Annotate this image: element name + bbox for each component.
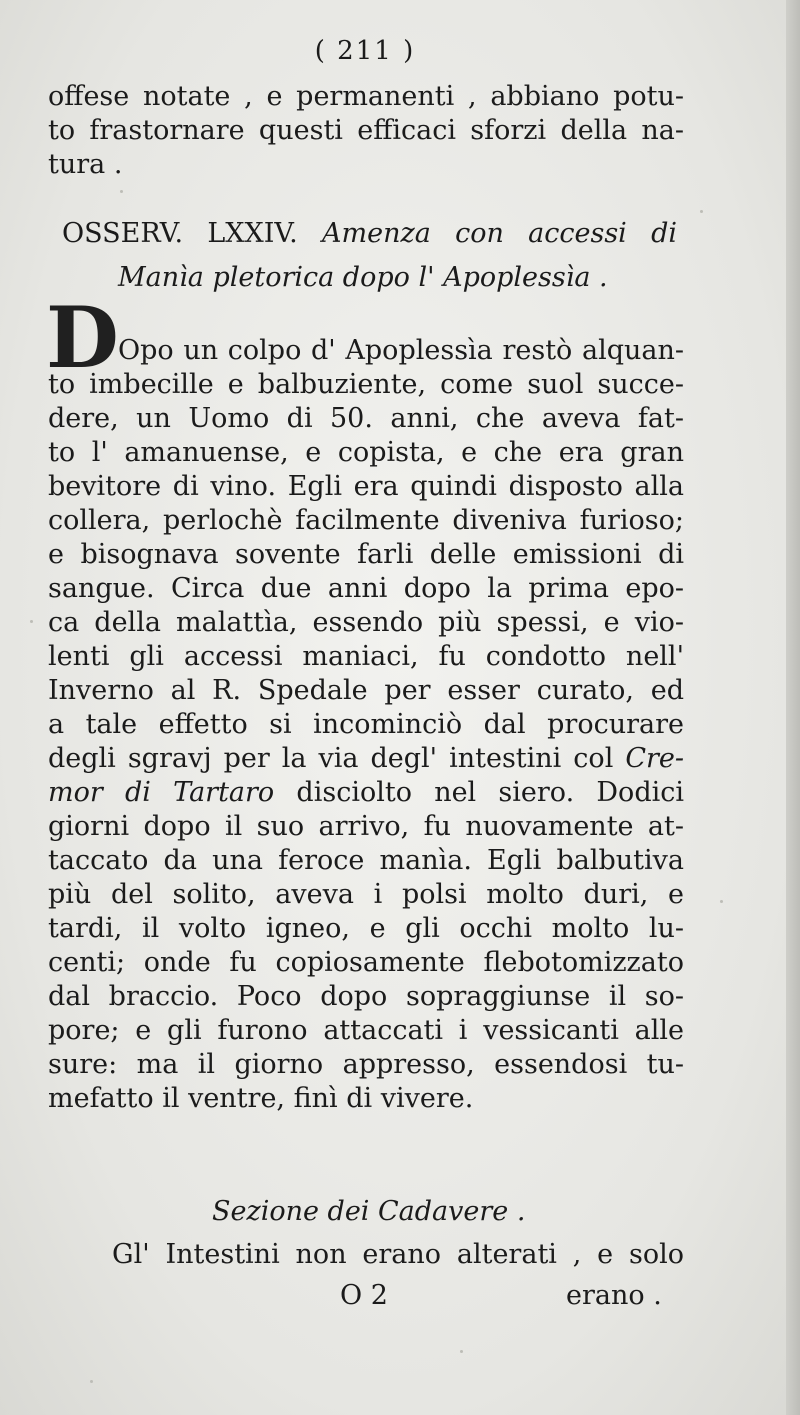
paper-speck bbox=[700, 210, 703, 213]
body-line: taccato da una feroce manìa. Egli balbutiva bbox=[48, 845, 684, 876]
body-line: sangue. Circa due anni dopo la prima epo- bbox=[48, 573, 684, 604]
body-line: più del solito, aveva i polsi molto duri, e bbox=[48, 879, 684, 910]
observation-title-part2: Manìa pletorica dopo l' Apoplessìa . bbox=[118, 262, 608, 293]
paper-speck bbox=[90, 1380, 93, 1383]
paper-speck bbox=[460, 1350, 463, 1353]
paper-speck bbox=[30, 620, 33, 623]
body-line: tardi, il volto igneo, e gli occhi molto lu- bbox=[48, 913, 684, 944]
body-line: collera, perlochè facilmente diveniva furioso; bbox=[48, 505, 684, 536]
intro-line-3: tura . bbox=[48, 149, 123, 180]
intro-line-2: to frastornare questi efficaci sforzi della na- bbox=[48, 115, 684, 146]
body-line bbox=[48, 776, 684, 810]
body-line: Inverno al R. Spedale per esser curato, ed bbox=[48, 675, 684, 706]
body-line: a tale effetto si incominciò dal procurare bbox=[48, 709, 684, 740]
page-edge-shadow bbox=[786, 0, 800, 1415]
observation-heading bbox=[62, 218, 677, 249]
body-line bbox=[48, 742, 684, 776]
paper-speck bbox=[120, 190, 123, 193]
catchword: erano . bbox=[566, 1280, 662, 1311]
drop-cap-letter: D bbox=[46, 288, 119, 387]
body-line: dal braccio. Poco dopo sopraggiunse il so- bbox=[48, 981, 684, 1012]
body-line: to imbecille e balbuziente, come suol succe- bbox=[48, 369, 684, 400]
body-line: mefatto il ventre, finì di vivere. bbox=[48, 1083, 474, 1114]
page-number: ( 211 ) bbox=[314, 36, 416, 66]
body-line: sure: ma il giorno appresso, essendosi tu- bbox=[48, 1049, 684, 1080]
body-line: giorni dopo il suo arrivo, fu nuovamente at- bbox=[48, 811, 684, 842]
body-line: pore; e gli furono attaccati i vessicanti alle bbox=[48, 1015, 684, 1046]
final-line: Gl' Intestini non erano alterati , e solo bbox=[112, 1239, 684, 1270]
signature-mark: O 2 bbox=[340, 1280, 388, 1311]
body-line: bevitore di vino. Egli era quindi disposto alla bbox=[48, 471, 684, 502]
body-line: lenti gli accessi maniaci, fu condotto nell' bbox=[48, 641, 684, 672]
body-line: to l' amanuense, e copista, e che era gran bbox=[48, 437, 684, 468]
body-line: e bisognava sovente farli delle emissioni di bbox=[48, 539, 684, 570]
body-line-italic: Cre- bbox=[625, 743, 684, 774]
body-first-line: Opo un colpo d' Apoplessìa restò alquan- bbox=[118, 335, 684, 366]
body-line-text: degli sgravj per la via degl' intestini col bbox=[48, 743, 626, 774]
body-line: dere, un Uomo di 50. anni, che aveva fat- bbox=[48, 403, 684, 434]
body-line: ca della malattìa, essendo più spessi, e vio- bbox=[48, 607, 684, 638]
body-line-text: disciolto nel siero. Dodici bbox=[274, 777, 684, 808]
observation-title-part1: Amenza con accessi di bbox=[322, 218, 677, 249]
section-title: Sezione dei Cadavere . bbox=[212, 1196, 526, 1227]
observation-number: OSSERV. LXXIV. bbox=[62, 218, 298, 249]
intro-line-1: offese notate , e permanenti , abbiano potu- bbox=[48, 81, 684, 112]
body-line-italic: mor di Tartaro bbox=[48, 777, 275, 808]
paper-speck bbox=[720, 900, 723, 903]
body-line: centi; onde fu copiosamente flebotomizzato bbox=[48, 947, 684, 978]
